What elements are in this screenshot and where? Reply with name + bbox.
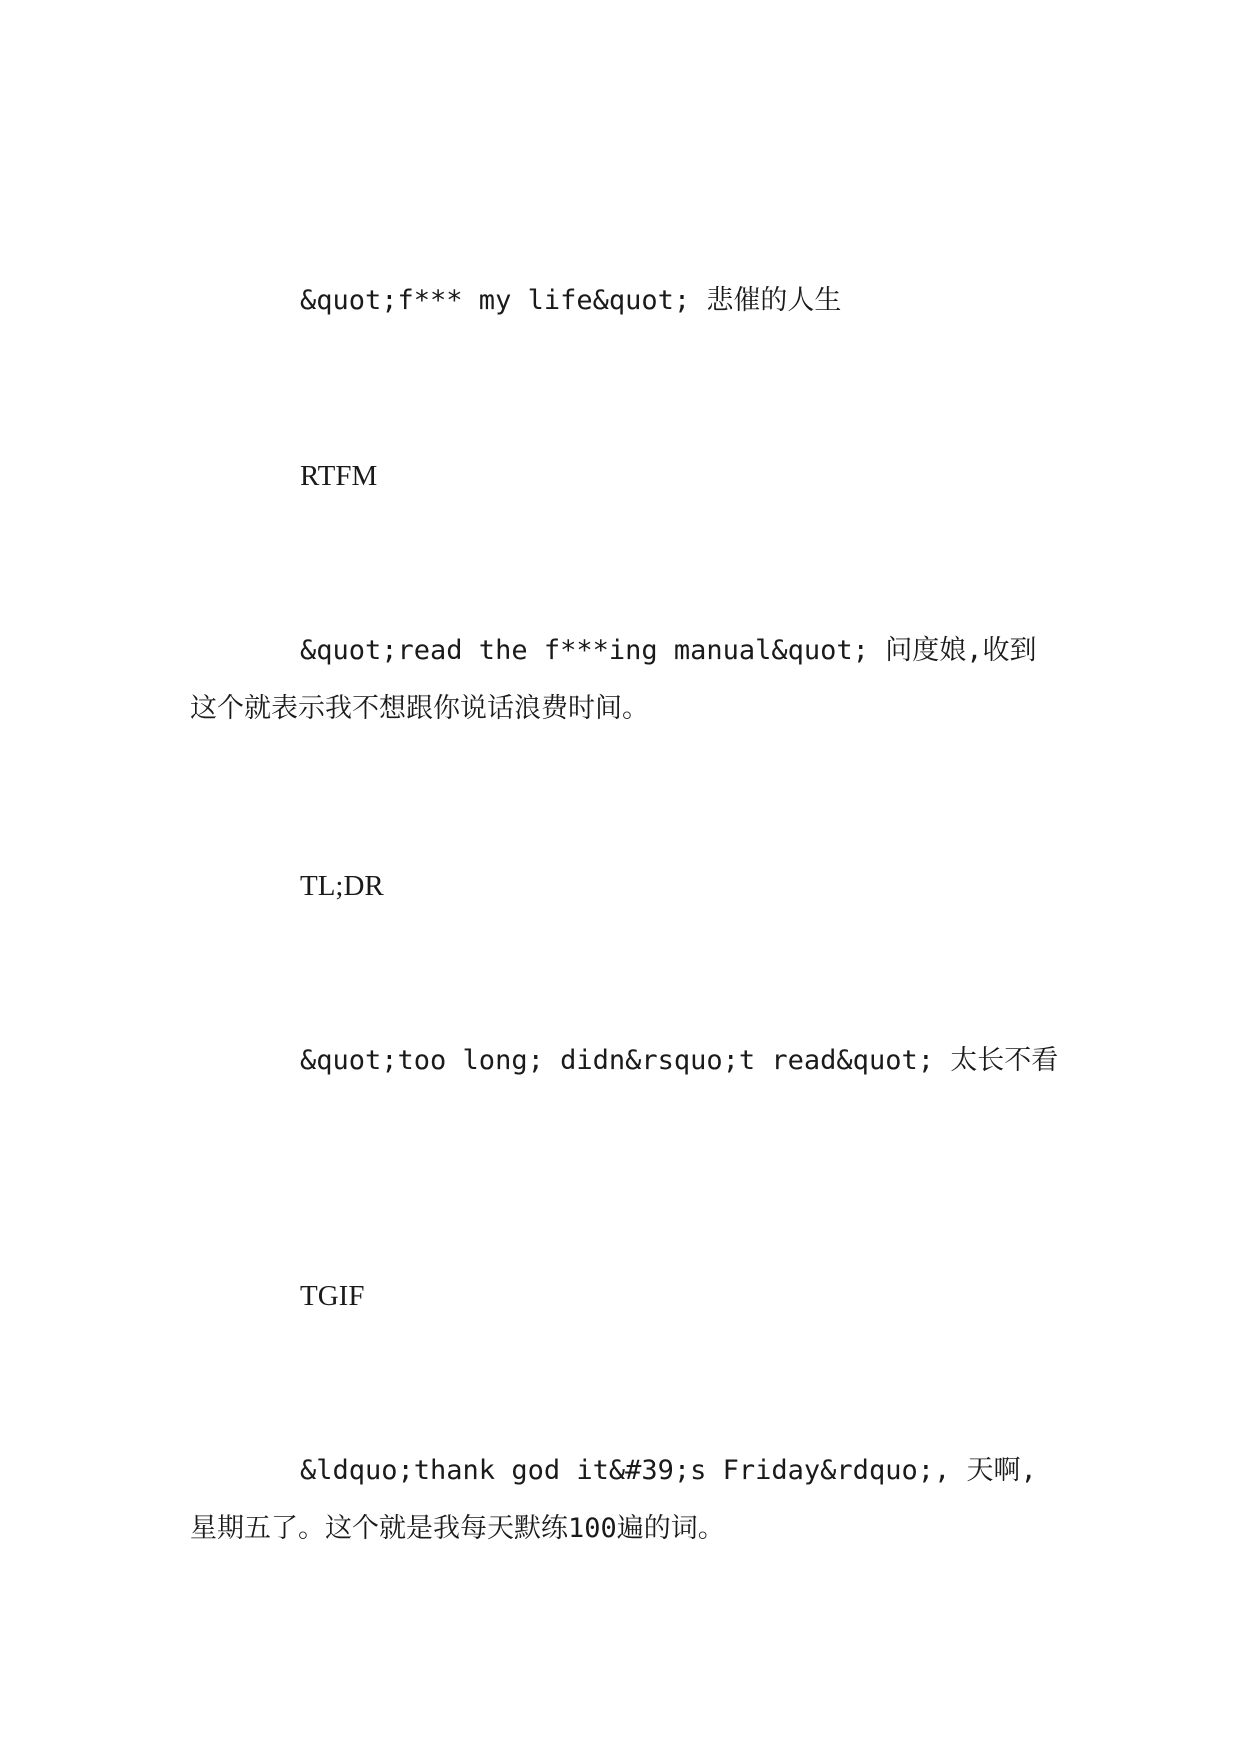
paragraph-rtfm-definition: &quot;read the f***ing manual&quot; 问度娘,收到这个就表示我不想跟你说话浪费时间。 [190,635,1037,724]
term-tldr: TL;DR [300,870,384,902]
term-tgif: TGIF [300,1280,365,1312]
term-rtfm: RTFM [300,460,378,492]
paragraph-fml-definition: &quot;f*** my life&quot; 悲催的人生 [300,285,842,316]
paragraph-tgif-definition: &ldquo;thank god it&#39;s Friday&rdquo;, 天啊,星期五了。这个就是我每天默练100遍的词。 [190,1455,1037,1544]
paragraph-tldr-definition: &quot;too long; didn&rsquo;t read&quot; 太长不看 [300,1045,1059,1076]
